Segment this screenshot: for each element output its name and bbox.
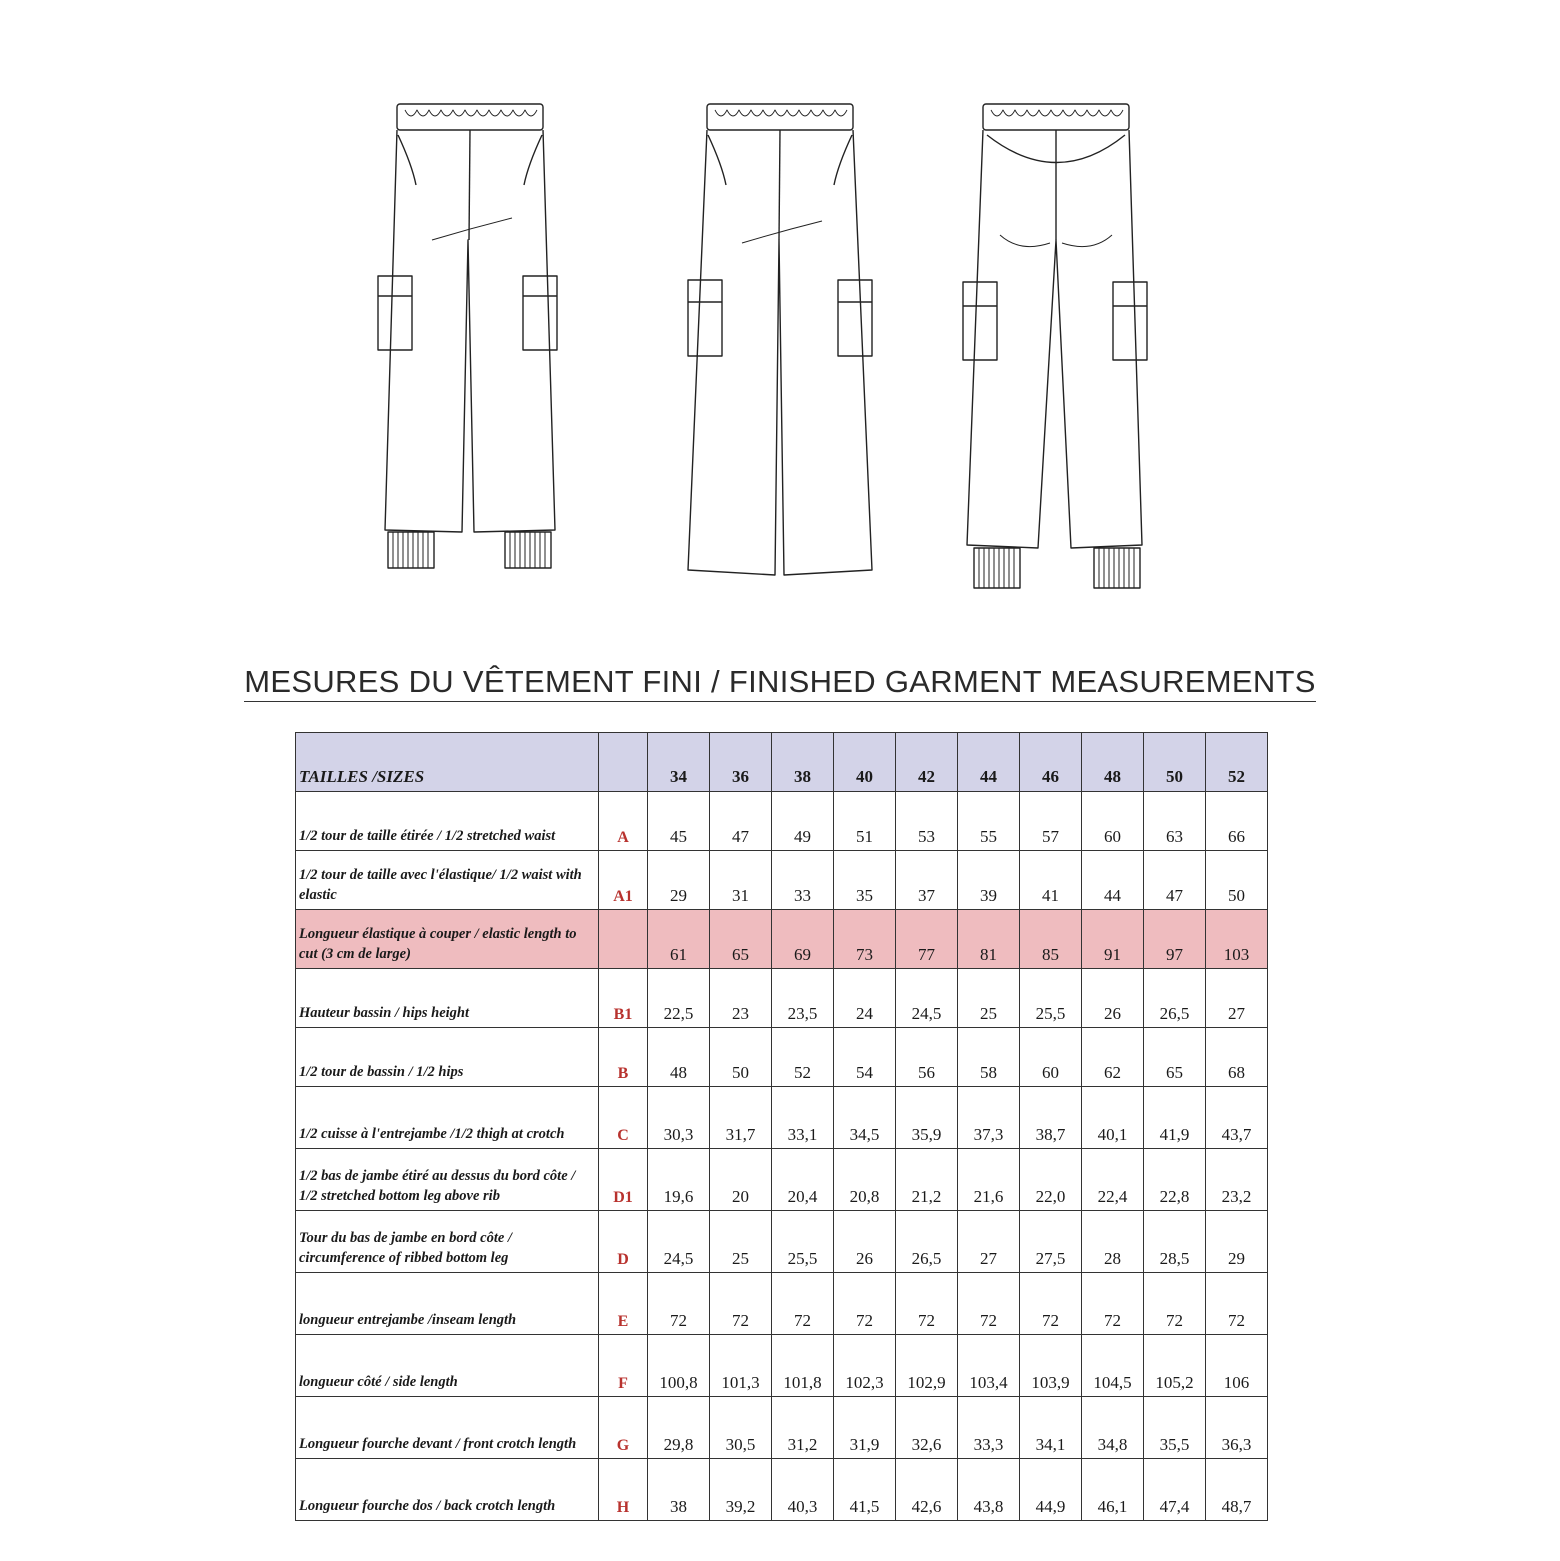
measurement-value: 55 [958,792,1020,851]
measurement-value: 43,8 [958,1459,1020,1521]
size-header-cell: 52 [1206,733,1268,792]
measurement-value: 100,8 [648,1335,710,1397]
measurement-label: longueur entrejambe /inseam length [296,1273,599,1335]
measurement-value: 46,1 [1082,1459,1144,1521]
measurement-value: 27,5 [1020,1211,1082,1273]
measurement-value: 85 [1020,910,1082,969]
measurement-value: 102,9 [896,1335,958,1397]
measurement-value: 47 [710,792,772,851]
measurement-value: 38,7 [1020,1087,1082,1149]
measurement-value: 44 [1082,851,1144,910]
size-header-cell: 46 [1020,733,1082,792]
table-row [296,1397,1268,1459]
measurement-value: 43,7 [1206,1087,1268,1149]
measurement-value: 40,3 [772,1459,834,1521]
measurement-code: A [599,792,648,851]
measurement-value: 31,2 [772,1397,834,1459]
measurement-label: Longueur fourche devant / front crotch length [296,1397,599,1459]
measurement-value: 77 [896,910,958,969]
measurement-value: 81 [958,910,1020,969]
measurement-value: 29 [648,851,710,910]
measurement-value: 26,5 [896,1211,958,1273]
technical-drawings [0,0,1560,620]
measurement-value: 36,3 [1206,1397,1268,1459]
table-header-row [296,733,1268,792]
measurement-value: 48 [648,1028,710,1087]
measurement-value: 37,3 [958,1087,1020,1149]
measurement-value: 72 [772,1273,834,1335]
measurement-value: 72 [1020,1273,1082,1335]
measurement-value: 47 [1144,851,1206,910]
measurement-value: 35,9 [896,1087,958,1149]
measurement-value: 47,4 [1144,1459,1206,1521]
measurement-value: 35 [834,851,896,910]
measurement-code: D1 [599,1149,648,1211]
measurement-value: 22,5 [648,969,710,1028]
size-header-cell: 50 [1144,733,1206,792]
measurement-code: F [599,1335,648,1397]
measurement-value: 33,3 [958,1397,1020,1459]
measurement-value: 54 [834,1028,896,1087]
measurement-value: 32,6 [896,1397,958,1459]
measurement-value: 58 [958,1028,1020,1087]
measurement-value: 29,8 [648,1397,710,1459]
measurement-value: 24,5 [648,1211,710,1273]
table-row [296,969,1268,1028]
measurement-value: 69 [772,910,834,969]
measurement-value: 103,4 [958,1335,1020,1397]
measurement-value: 101,3 [710,1335,772,1397]
measurement-value: 27 [1206,969,1268,1028]
measurement-value: 22,4 [1082,1149,1144,1211]
measurement-value: 56 [896,1028,958,1087]
measurement-value: 22,0 [1020,1149,1082,1211]
measurements-table [295,732,1268,1521]
measurement-value: 38 [648,1459,710,1521]
measurement-value: 25 [710,1211,772,1273]
measurement-value: 42,6 [896,1459,958,1521]
measurement-value: 21,2 [896,1149,958,1211]
measurement-label: 1/2 tour de taille avec l'élastique/ 1/2 waist with elastic [296,851,599,910]
size-header-cell: 38 [772,733,834,792]
measurement-value: 41,9 [1144,1087,1206,1149]
page-heading [0,664,1560,702]
measurement-value: 25,5 [1020,969,1082,1028]
measurement-value: 72 [896,1273,958,1335]
measurement-value: 26 [834,1211,896,1273]
size-header-cell: 34 [648,733,710,792]
measurement-value: 33 [772,851,834,910]
measurement-value: 49 [772,792,834,851]
measurement-code: B1 [599,969,648,1028]
measurement-value: 65 [710,910,772,969]
measurement-label: Longueur élastique à couper / elastic length to cut (3 cm de large) [296,910,599,969]
measurement-value: 104,5 [1082,1335,1144,1397]
measurement-code: A1 [599,851,648,910]
measurement-value: 105,2 [1144,1335,1206,1397]
measurement-value: 23,5 [772,969,834,1028]
measurement-value: 57 [1020,792,1082,851]
measurement-label: Longueur fourche dos / back crotch length [296,1459,599,1521]
table-row [296,1087,1268,1149]
measurement-code: H [599,1459,648,1521]
measurement-value: 72 [1082,1273,1144,1335]
measurement-value: 44,9 [1020,1459,1082,1521]
measurement-value: 22,8 [1144,1149,1206,1211]
measurement-value: 52 [772,1028,834,1087]
measurement-value: 103,9 [1020,1335,1082,1397]
measurement-value: 31 [710,851,772,910]
measurement-value: 68 [1206,1028,1268,1087]
measurement-value: 48,7 [1206,1459,1268,1521]
code-header-cell [599,733,648,792]
measurement-code: D [599,1211,648,1273]
measurement-value: 20 [710,1149,772,1211]
measurement-value: 34,1 [1020,1397,1082,1459]
measurement-value: 51 [834,792,896,851]
table-row [296,910,1268,969]
measurement-label: 1/2 cuisse à l'entrejambe /1/2 thigh at crotch [296,1087,599,1149]
sizes-header-label: TAILLES /SIZES [296,733,599,792]
measurement-value: 102,3 [834,1335,896,1397]
measurement-value: 72 [710,1273,772,1335]
measurement-value: 25 [958,969,1020,1028]
table-row [296,1149,1268,1211]
measurement-value: 53 [896,792,958,851]
measurement-code: B [599,1028,648,1087]
measurement-value: 61 [648,910,710,969]
measurement-value: 97 [1144,910,1206,969]
measurement-value: 20,4 [772,1149,834,1211]
measurement-value: 63 [1144,792,1206,851]
measurement-label: Hauteur bassin / hips height [296,969,599,1028]
measurement-value: 72 [1144,1273,1206,1335]
measurement-value: 41 [1020,851,1082,910]
measurement-value: 19,6 [648,1149,710,1211]
measurement-value: 35,5 [1144,1397,1206,1459]
measurement-value: 30,3 [648,1087,710,1149]
table-row [296,851,1268,910]
size-header-cell: 36 [710,733,772,792]
measurement-value: 31,7 [710,1087,772,1149]
measurement-value: 72 [958,1273,1020,1335]
measurement-value: 21,6 [958,1149,1020,1211]
measurement-value: 101,8 [772,1335,834,1397]
measurement-value: 50 [710,1028,772,1087]
size-header-cell: 48 [1082,733,1144,792]
measurement-value: 72 [648,1273,710,1335]
measurement-label: longueur côté / side length [296,1335,599,1397]
measurement-value: 60 [1020,1028,1082,1087]
measurement-code: C [599,1087,648,1149]
table-row [296,1028,1268,1087]
measurement-value: 30,5 [710,1397,772,1459]
measurement-value: 23 [710,969,772,1028]
measurement-label: 1/2 bas de jambe étiré au dessus du bord côte / 1/2 stretched bottom leg above rib [296,1149,599,1211]
measurement-code: G [599,1397,648,1459]
measurement-value: 31,9 [834,1397,896,1459]
measurement-value: 29 [1206,1211,1268,1273]
measurement-label: Tour du bas de jambe en bord côte / circumference of ribbed bottom leg [296,1211,599,1273]
measurement-value: 23,2 [1206,1149,1268,1211]
measurement-value: 65 [1144,1028,1206,1087]
measurement-value: 72 [834,1273,896,1335]
measurement-value: 25,5 [772,1211,834,1273]
measurement-value: 34,8 [1082,1397,1144,1459]
measurement-value: 20,8 [834,1149,896,1211]
measurement-value: 73 [834,910,896,969]
measurement-value: 28 [1082,1211,1144,1273]
measurement-value: 66 [1206,792,1268,851]
measurement-value: 106 [1206,1335,1268,1397]
table-row [296,1335,1268,1397]
measurement-value: 60 [1082,792,1144,851]
measurement-value: 28,5 [1144,1211,1206,1273]
measurement-value: 24,5 [896,969,958,1028]
measurement-value: 91 [1082,910,1144,969]
measurement-value: 45 [648,792,710,851]
measurement-value: 39 [958,851,1020,910]
pants-flat-sketches [0,0,1560,620]
measurement-value: 26 [1082,969,1144,1028]
table-row [296,1459,1268,1521]
measurement-value: 24 [834,969,896,1028]
size-header-cell: 44 [958,733,1020,792]
measurement-value: 50 [1206,851,1268,910]
pants-front-cuffed-drawing [378,104,557,568]
measurement-value: 39,2 [710,1459,772,1521]
pants-back-cuffed-drawing [963,104,1147,588]
measurement-value: 40,1 [1082,1087,1144,1149]
measurement-value: 37 [896,851,958,910]
table-row [296,1273,1268,1335]
measurement-label: 1/2 tour de bassin / 1/2 hips [296,1028,599,1087]
table-row [296,1211,1268,1273]
measurement-value: 72 [1206,1273,1268,1335]
measurement-value: 41,5 [834,1459,896,1521]
measurement-value: 34,5 [834,1087,896,1149]
measurement-value: 27 [958,1211,1020,1273]
measurement-value: 103 [1206,910,1268,969]
pants-front-straight-drawing [688,104,872,575]
measurement-value: 26,5 [1144,969,1206,1028]
measurement-value: 33,1 [772,1087,834,1149]
table-row [296,792,1268,851]
measurement-code [599,910,648,969]
measurement-label: 1/2 tour de taille étirée / 1/2 stretched waist [296,792,599,851]
measurement-value: 62 [1082,1028,1144,1087]
size-header-cell: 42 [896,733,958,792]
measurement-code: E [599,1273,648,1335]
size-header-cell: 40 [834,733,896,792]
heading-text: MESURES DU VÊTEMENT FINI / FINISHED GARMENT MEASUREMENTS [244,664,1315,702]
